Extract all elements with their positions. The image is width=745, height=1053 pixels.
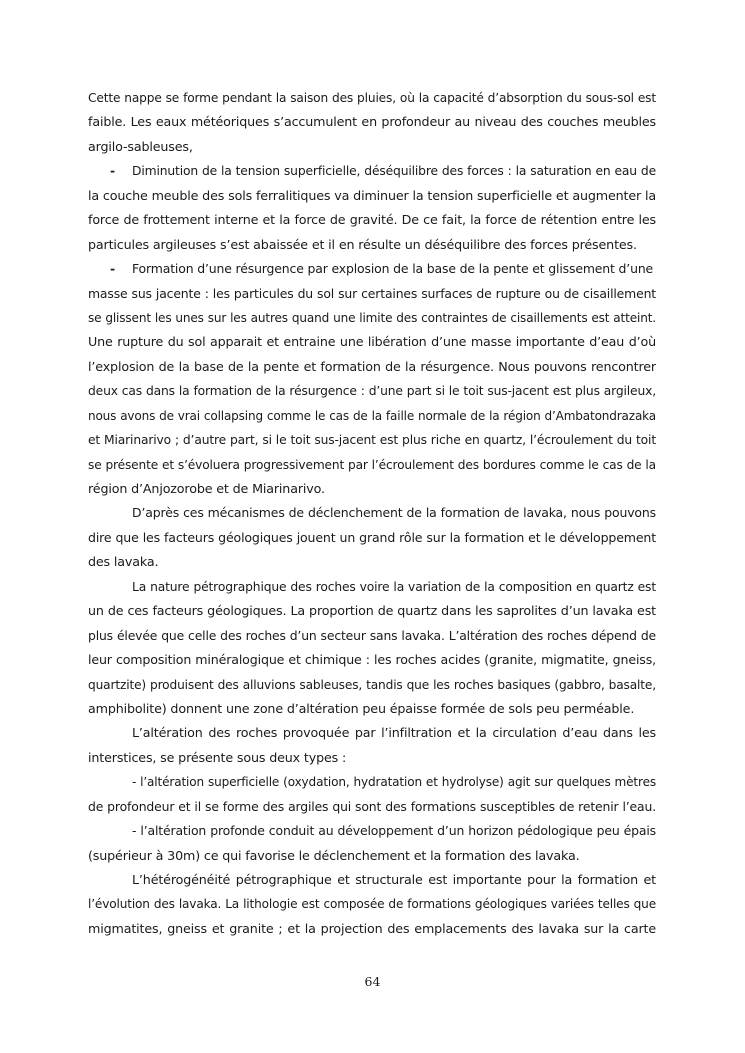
text-line [88, 844, 656, 868]
bullet-line [88, 257, 656, 281]
line-text: (supérieur à 30m) ce qui favorise le déclenchement et la formation des lavaka. [88, 847, 580, 863]
text-line [88, 501, 656, 525]
text-line [88, 282, 656, 306]
line-text: D’après ces mécanismes de déclenchement de la formation de lavaka, nous pouvons [132, 505, 656, 521]
line-text: masse sus jacente : les particules du sol sur certaines surfaces de rupture ou de cisaillement [88, 285, 656, 301]
text-line [88, 746, 656, 770]
text-line [88, 330, 656, 354]
page-body [88, 86, 656, 941]
text-line [88, 453, 656, 477]
line-text: migmatites, gneiss et granite ; et la projection des emplacements des lavaka sur la carte [88, 920, 656, 936]
text-line [88, 208, 656, 232]
text-line [88, 819, 656, 843]
text-line [88, 404, 656, 428]
line-text: argilo-sableuses, [88, 138, 193, 154]
text-line [88, 135, 656, 159]
page-number: 64 [364, 974, 381, 989]
line-text: quartzite) produisent des alluvions sableuses, tandis que les roches basiques (gabbro, basalte, [88, 677, 656, 692]
line-text: force de frottement interne et la force de gravité. De ce fait, la force de rétention entre les [88, 212, 656, 228]
text-line [88, 477, 656, 501]
text-line [88, 673, 656, 697]
text-line [88, 233, 656, 257]
line-text: la couche meuble des sols ferralitiques va diminuer la tension superficielle et augmenter la [88, 187, 656, 203]
line-text: un de ces facteurs géologiques. La proportion de quartz dans les saprolites d’un lavaka est [88, 603, 656, 619]
text-line [88, 721, 656, 745]
text-line [88, 624, 656, 648]
text-line [88, 868, 656, 892]
line-text: - l’altération profonde conduit au développement d’un horizon pédologique peu épais [132, 823, 656, 839]
line-text: l’explosion de la base de la pente et formation de la résurgence. Nous pouvons rencontrer [88, 358, 656, 374]
line-text: Formation d’une résurgence par explosion de la base de la pente et glissement d’une [132, 261, 654, 277]
line-text: plus élevée que celle des roches d’un secteur sans lavaka. L’altération des roches dépend de [88, 628, 656, 643]
line-text: faible. Les eaux météoriques s’accumulent en profondeur au niveau des couches meubles [88, 114, 656, 130]
line-text: région d’Anjozorobe et de Miarinarivo. [88, 481, 325, 496]
text-line [88, 575, 656, 599]
line-text: Une rupture du sol apparait et entraine une libération d’une masse importante d’eau d’où [88, 334, 656, 350]
text-line [88, 184, 656, 208]
bullet-dash: - [110, 261, 116, 277]
line-text: se glissent les unes sur les autres quand une limite des contraintes de cisaillements est atteint. [88, 310, 656, 325]
text-line [88, 770, 656, 794]
line-text: dire que les facteurs géologiques jouent un grand rôle sur la formation et le développement [88, 529, 656, 545]
line-text: nous avons de vrai collapsing comme le cas de la faille normale de la région d’Ambatondrazaka [88, 408, 656, 423]
line-text: La nature pétrographique des roches voire la variation de la composition en quartz est [132, 579, 656, 594]
text-line [88, 110, 656, 134]
text-line [88, 795, 656, 819]
line-text: leur composition minéralogique et chimique : les roches acides (granite, migmatite, gneiss, [88, 652, 656, 668]
line-text: deux cas dans la formation de la résurgence : d’une part si le toit sus-jacent est plus argileux, [88, 384, 656, 399]
text-line [88, 526, 656, 550]
line-text: - l’altération superficielle (oxydation, hydratation et hydrolyse) agit sur quelques mètres [132, 775, 656, 790]
line-text: se présente et s’évoluera progressivement par l’écroulement des bordures comme le cas de la [88, 457, 656, 472]
text-line [88, 306, 656, 330]
line-text: particules argileuses s’est abaissée et il en résulte un déséquilibre des forces présentes. [88, 236, 637, 252]
text-line [88, 648, 656, 672]
line-text: des lavaka. [88, 554, 159, 570]
line-text: L’hétérogénéité pétrographique et structurale est importante pour la formation et [132, 872, 656, 887]
bullet-dash: - [110, 164, 115, 179]
bullet-line [88, 159, 656, 183]
text-line [88, 86, 656, 110]
text-line [88, 697, 656, 721]
line-text: l’évolution des lavaka. La lithologie est composée de formations géologiques variées telles que [88, 897, 656, 912]
text-line [88, 917, 656, 941]
line-text: L’altération des roches provoquée par l’infiltration et la circulation d’eau dans les [132, 725, 656, 741]
line-text: Diminution de la tension superficielle, déséquilibre des forces : la saturation en eau de [132, 164, 656, 179]
text-line [88, 428, 656, 452]
text-line [88, 599, 656, 623]
line-text: Cette nappe se forme pendant la saison des pluies, où la capacité d’absorption du sous-sol est [88, 91, 656, 105]
line-text: interstices, se présente sous deux types : [88, 749, 347, 765]
text-line [88, 550, 656, 574]
line-text: amphibolite) donnent une zone d’altération peu épaisse formée de sols peu perméable. [88, 700, 635, 716]
text-line [88, 355, 656, 379]
line-text: et Miarinarivo ; d’autre part, si le toit sus-jacent est plus riche en quartz, l’écroulement du toit [88, 433, 656, 448]
text-line [88, 892, 656, 916]
line-text: de profondeur et il se forme des argiles qui sont des formations susceptibles de retenir l’eau. [88, 798, 656, 814]
text-line [88, 379, 656, 403]
